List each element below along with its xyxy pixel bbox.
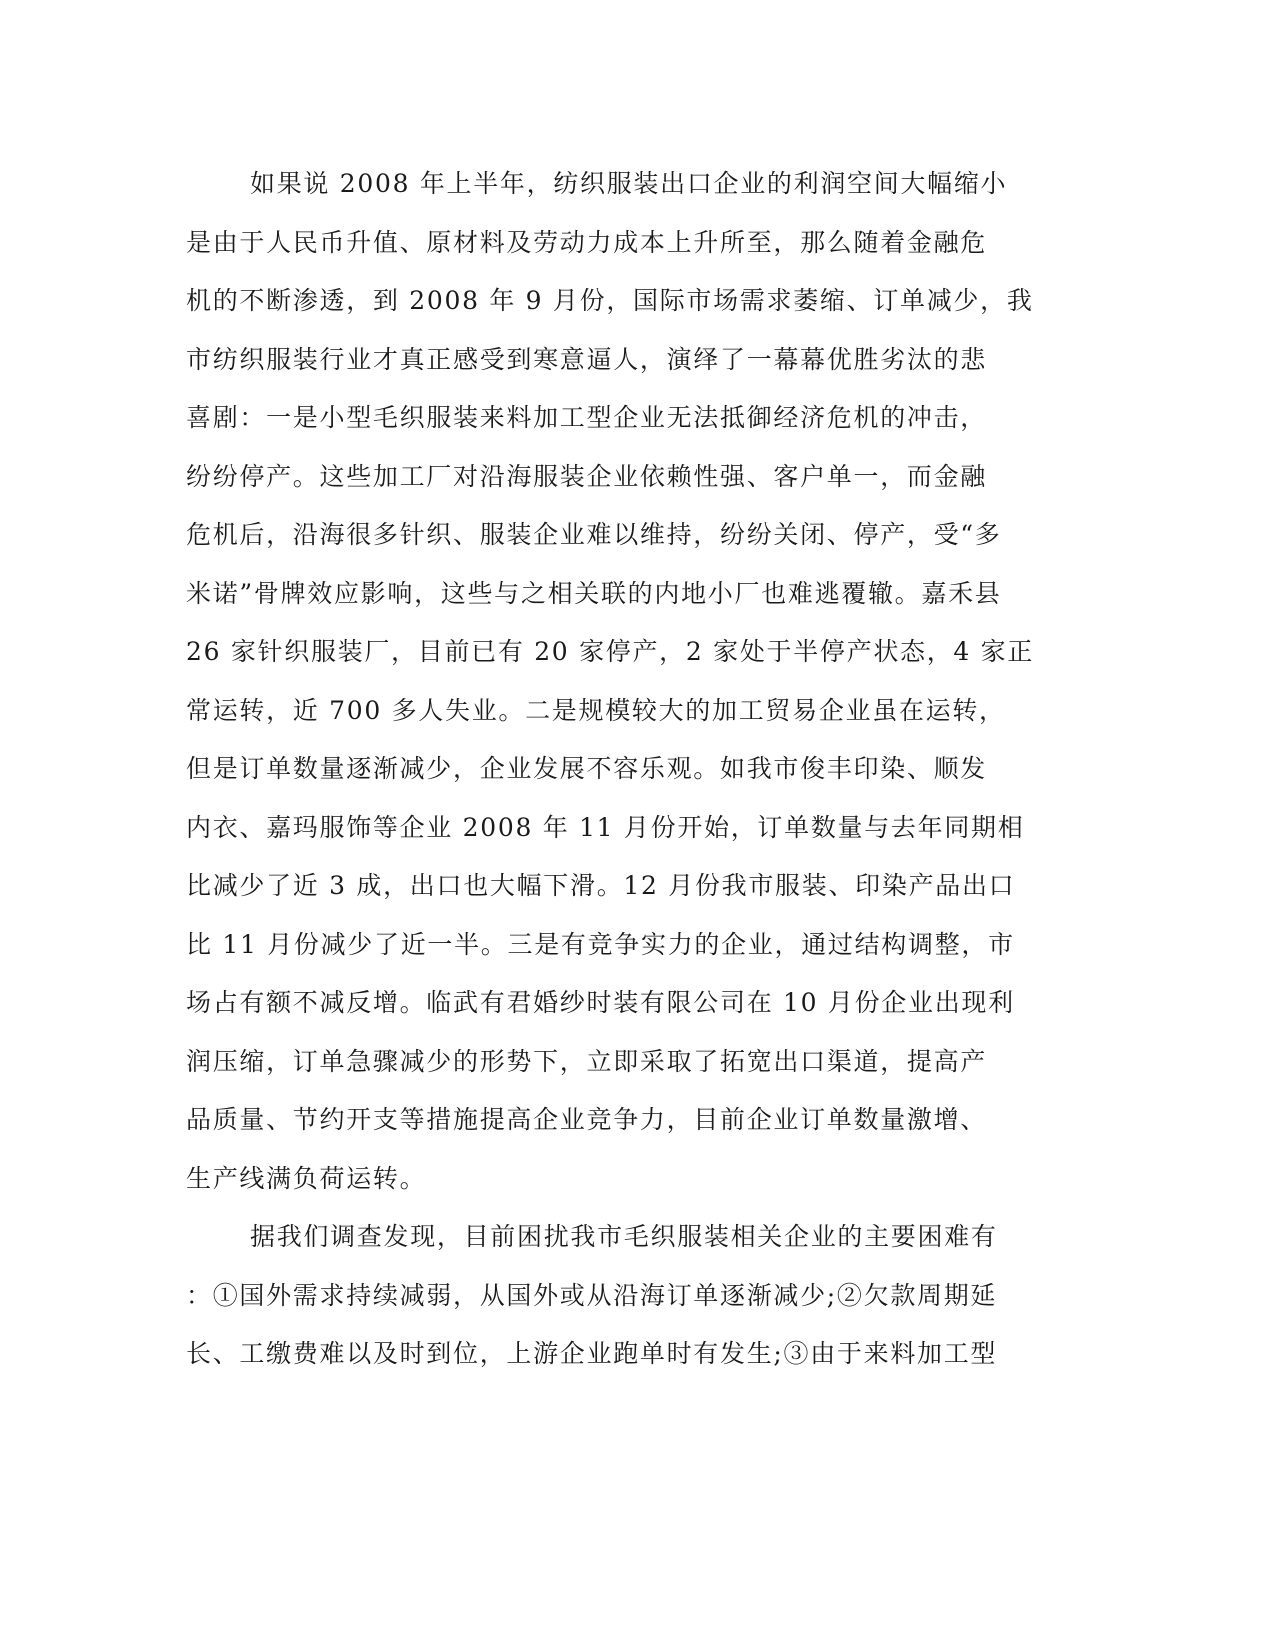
- text-line: 纷纷停产。这些加工厂对沿海服装企业依赖性强、客户单一，而金融: [186, 461, 988, 491]
- text-line: 但是订单数量逐渐减少，企业发展不容乐观。如我市俊丰印染、顺发: [186, 754, 988, 783]
- text-line: 比 11 月份减少了近一半。三是有竞争实力的企业，通过结构调整，市: [186, 929, 1015, 959]
- text-line: 比减少了近 3 成，出口也大幅下滑。12 月份我市服装、印染产品出口: [186, 871, 1016, 900]
- text-line: 生产线满负荷运转。: [186, 1163, 427, 1193]
- paragraph-1: [186, 155, 1086, 1208]
- paragraph-2: [186, 1208, 1086, 1384]
- text-line: 如果说 2008 年上半年，纺织服装出口企业的利润空间大幅缩小: [250, 169, 1008, 198]
- text-line: 品质量、节约开支等措施提高企业竞争力，目前企业订单数量激增、: [186, 1105, 988, 1134]
- text-line: ：①国外需求持续减弱，从国外或从沿海订单逐渐减少;②欠款周期延: [186, 1280, 998, 1310]
- text-line: 26 家针织服装厂，目前已有 20 家停产，2 家处于半停产状态，4 家正: [186, 637, 1035, 666]
- text-line: 润压缩，订单急骤减少的形势下，立即采取了拓宽出口渠道，提高产: [186, 1046, 988, 1076]
- text-line: 内衣、嘉玛服饰等企业 2008 年 11 月份开始，订单数量与去年同期相: [186, 812, 1025, 842]
- text-line: 市纺织服装行业才真正感受到寒意逼人，演绎了一幕幕优胜劣汰的悲: [186, 344, 988, 374]
- text-line: 喜剧：一是小型毛织服装来料加工型企业无法抵御经济危机的冲击，: [186, 403, 988, 432]
- text-line: 场占有额不减反增。临武有君婚纱时装有限公司在 10 月份企业出现利: [186, 988, 1015, 1017]
- text-line: 长、工缴费难以及时到位，上游企业跑单时有发生;③由于来料加工型: [186, 1339, 998, 1368]
- text-line: 常运转，近 700 多人失业。二是规模较大的加工贸易企业虽在运转，: [186, 695, 1006, 725]
- text-line: 是由于人民币升值、原材料及劳动力成本上升所至，那么随着金融危: [186, 227, 988, 257]
- text-line: 据我们调查发现，目前困扰我市毛织服装相关企业的主要困难有: [250, 1222, 998, 1251]
- text-line: 危机后，沿海很多针织、服装企业难以维持，纷纷关闭、停产，受“多: [186, 520, 1002, 549]
- document-body: [186, 155, 1086, 1384]
- text-line: 米诺”骨牌效应影响，这些与之相关联的内地小厂也难逃覆辙。嘉禾县: [186, 578, 1002, 608]
- text-line: 机的不断渗透，到 2008 年 9 月份，国际市场需求萎缩、订单减少，我: [186, 286, 1034, 315]
